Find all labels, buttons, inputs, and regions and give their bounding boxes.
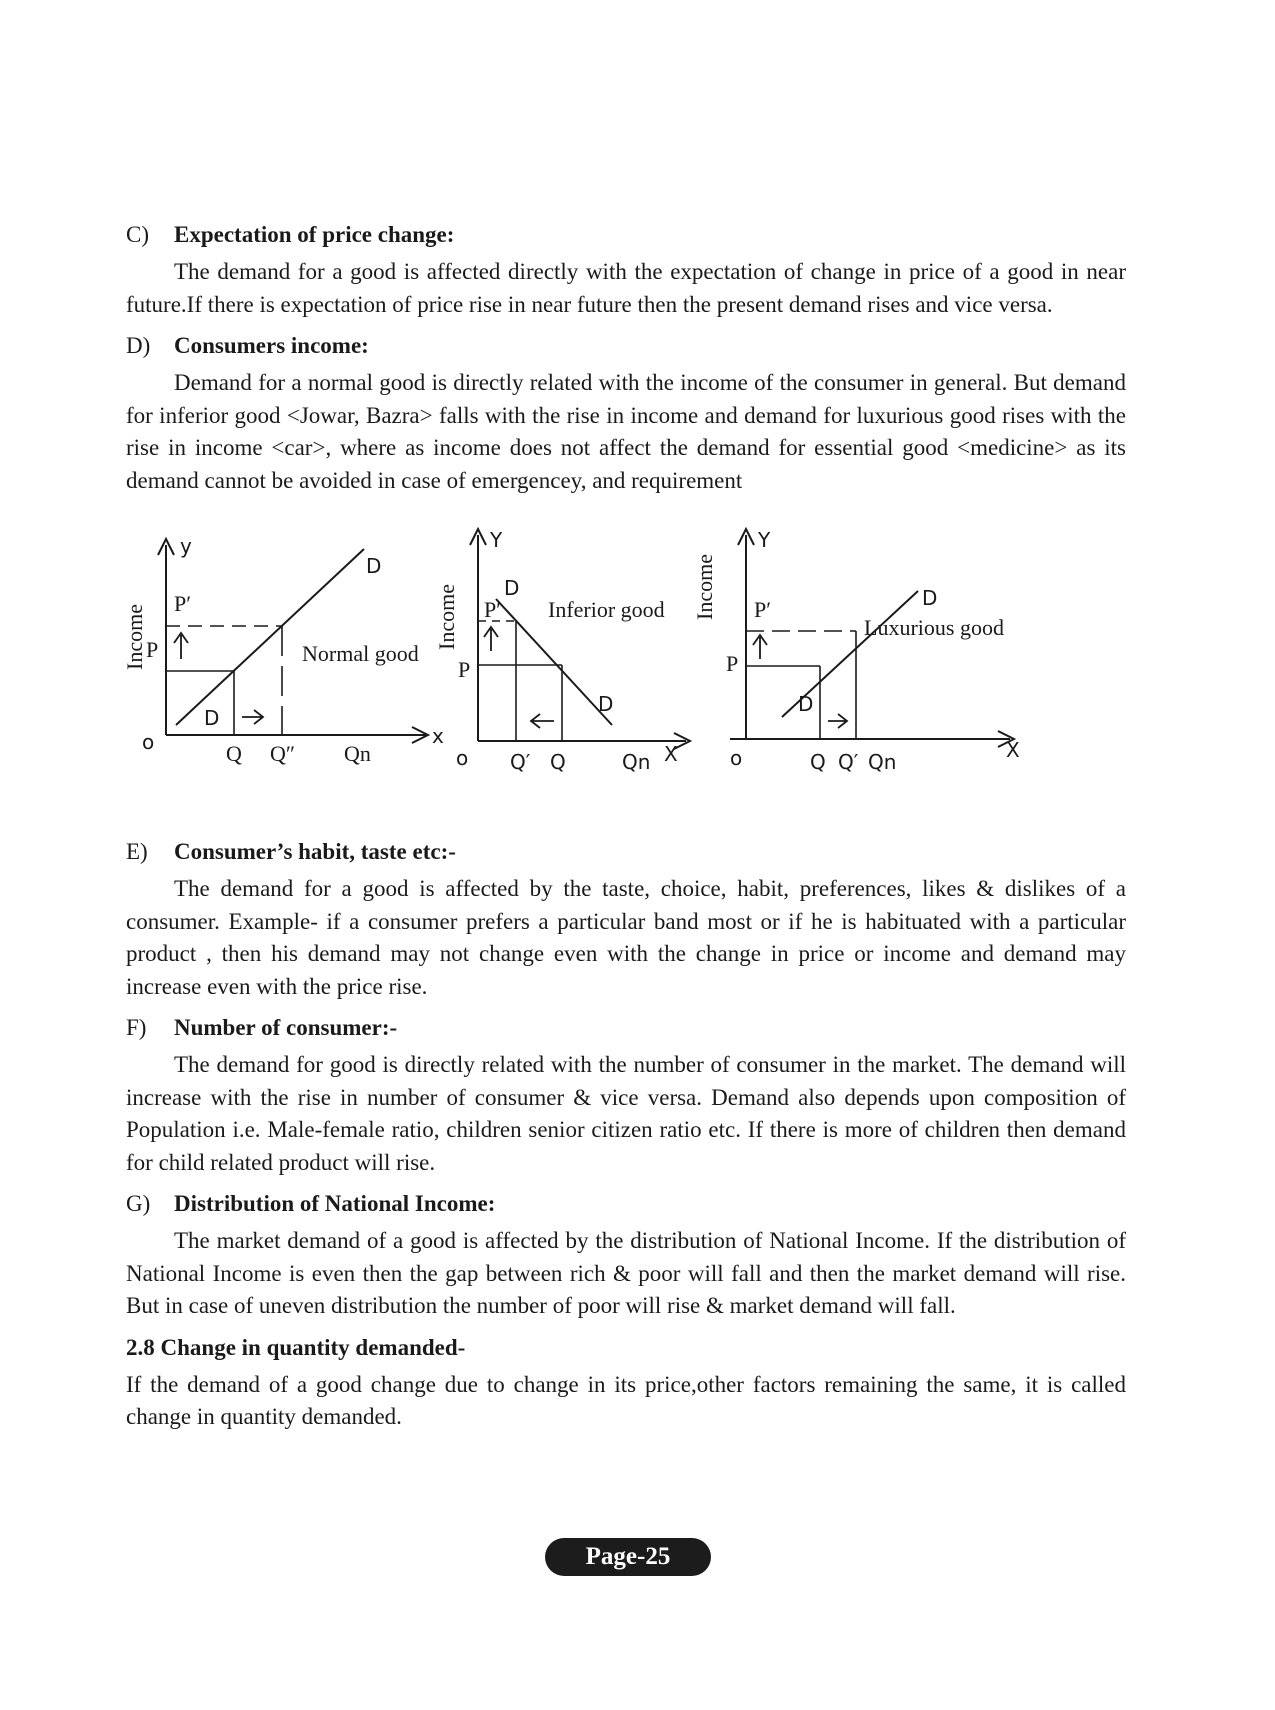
normal-quantity-rise-arrow-icon [242,710,263,724]
luxurious-curve-bottom-label: D [798,692,814,716]
section-g-heading [126,1189,1126,1219]
luxurious-p-prime-label: P′ [754,597,772,622]
section-d-letter: D) [126,333,151,358]
section-f-text: The demand for good is directly related with the number of consumer in the market. The demand will increase with the rise in number of consumer & vice versa. Demand also depends upon composition of Population i.e. Male-female ratio, children senior citizen ratio etc. If there is more of children then demand for child related product will rise. [126,1052,1126,1175]
normal-origin-label: o [142,730,155,754]
luxurious-y-arrow-label: Y [758,528,771,552]
page-number-badge: Page-25 [545,1538,711,1576]
normal-q-label: Q [226,741,242,766]
luxurious-caption: Luxurious good [864,615,1004,640]
normal-curve-top-label: D [366,554,382,578]
normal-income-rise-arrow-icon [174,633,188,659]
section-f-title: Number of consumer:- [174,1015,398,1040]
section-2-8-text: If the demand of a good change due to change in its price,other factors remaining the same, it is called change in quantity demanded. [126,1371,1126,1429]
normal-qn-label: Qn [344,741,371,766]
normal-q2-label: Q″ [270,741,296,766]
luxurious-income-rise-arrow-icon [753,635,767,659]
inferior-q-label: Q [550,750,566,774]
section-d-text: Demand for a normal good is directly related with the income of the consumer in general. But demand for inferior good <Jowar, Bazra> falls with the rise in income and demand for luxurious good rises with the rise in income <car>, where as income does not affect the demand for essential good <medicine> as its demand cannot be avoided in case of emergencey, and requirement [126,370,1126,493]
luxurious-y-axis-label: Income [692,554,717,620]
section-e-letter: E) [126,839,148,864]
income-demand-figures [106,525,1126,807]
inferior-quantity-fall-arrow-icon [531,714,554,728]
section-c-text: The demand for a good is affected directly with the expectation of change in price of a good in near future.If there is expectation of price rise in near future then the present demand rises and vice versa. [126,259,1126,317]
luxurious-qn-label: Qn [868,750,897,774]
inferior-origin-label: o [456,746,469,770]
normal-y-axis-label: Income [122,604,147,670]
normal-caption: Normal good [302,641,419,666]
page-content [122,220,1126,1444]
normal-demand-curve [176,549,364,725]
inferior-p-prime-label: P′ [484,597,502,622]
section-c-heading [126,220,1126,250]
normal-x-arrow-label: x [432,724,444,748]
section-e-title: Consumer’s habit, taste etc:- [174,839,456,864]
normal-p-label: P [146,637,159,662]
inferior-curve-top-label: D [504,576,520,600]
inferior-y-axis-label: Income [434,584,459,650]
normal-y-arrow-label: y [180,534,192,558]
normal-curve-bottom-label: D [204,706,220,730]
section-c-letter: C) [126,222,149,247]
section-e-heading [126,837,1126,867]
figure-inferior-good [436,525,706,807]
luxurious-p-label: P [726,651,739,676]
luxurious-q1-label: Q′ [838,750,859,774]
section-g-title: Distribution of National Income: [174,1191,496,1216]
section-g-text: The market demand of a good is affected by the distribution of National Income. If the distribution of National Income is even then the gap between rich & poor will fall and then the market demand will rise. But in case of uneven distribution the number of poor will rise & market demand will fall. [126,1228,1126,1318]
luxurious-x-arrow-label: X [1006,738,1020,762]
luxurious-q-label: Q [810,750,826,774]
section-d-title: Consumers income: [174,333,369,358]
luxurious-quantity-rise-arrow-icon [828,714,847,728]
inferior-q1-label: Q′ [510,750,531,774]
luxurious-origin-label: o [730,746,743,770]
inferior-y-arrow-label: Y [490,528,503,552]
inferior-x-arrow-label: X [664,742,678,766]
inferior-curve-bottom-label: D [598,692,614,716]
figure-luxurious-good [692,525,1026,807]
inferior-caption: Inferior good [548,597,665,622]
figure-normal-good [106,525,444,807]
luxurious-curve-top-label: D [922,586,938,610]
normal-p-prime-label: P′ [174,591,192,616]
section-e-text: The demand for a good is affected by the taste, choice, habit, preferences, likes & dislikes of a consumer. Example- if a consumer prefers a particular band most or if he is habituated with a particular product , then his demand may not change even with the change in price or income and demand may increase even with the price rise. [126,876,1126,999]
inferior-income-rise-arrow-icon [484,627,498,651]
section-f-heading [126,1013,1126,1043]
inferior-qn-label: Qn [622,750,651,774]
section-g-letter: G) [126,1191,151,1216]
section-2-8-heading: 2.8 Change in quantity demanded- [126,1334,466,1360]
inferior-p-label: P [458,657,471,682]
section-c-title: Expectation of price change: [174,222,455,247]
section-d-heading [126,331,1126,361]
section-f-letter: F) [126,1015,147,1040]
